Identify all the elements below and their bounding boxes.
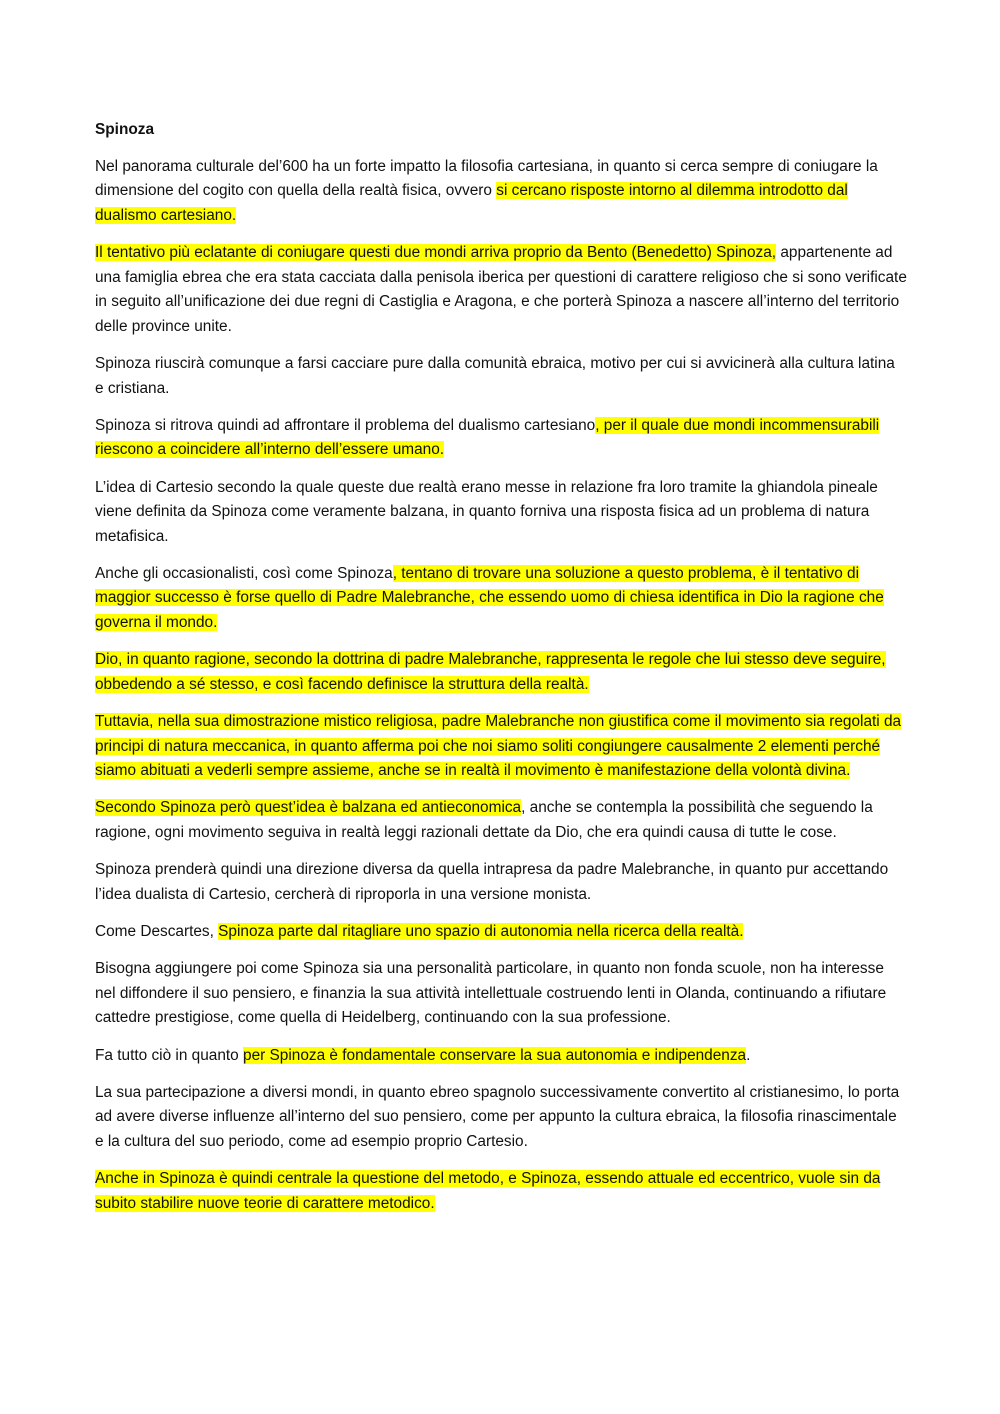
text-run: Come Descartes,	[95, 922, 219, 940]
paragraph	[95, 1167, 907, 1216]
paragraph	[95, 562, 907, 636]
highlighted-text: Il tentativo più eclatante di coniugare questi due mondi arriva proprio da Bento (Benedetto) Spinoza,	[95, 243, 777, 261]
paragraph	[95, 957, 907, 1031]
text-run: Fa tutto ciò in quanto	[95, 1046, 244, 1064]
paragraph	[95, 1044, 907, 1069]
text-run: Spinoza prenderà quindi una direzione diversa da quella intrapresa da padre Malebranche, in quanto pur accettando l’idea dualista di Cartesio, cercherà di riproporla in una versione monista.	[95, 861, 889, 903]
highlighted-text: Tuttavia, nella sua dimostrazione mistico religiosa, padre Malebranche non giustifica come il movimento sia regolati da principi di natura meccanica, in quanto afferma poi che noi siamo soliti congiungere causalmente 2 elementi perché siamo abituati a vederli sempre assieme, anche se in realtà il movimento è manifestazione della volontà divina.	[95, 713, 902, 780]
paragraph	[95, 476, 907, 550]
highlighted-text: , tentano di trovare una soluzione a questo problema, è il tentativo di maggior successo è forse quello di Padre Malebranche, che essendo uomo di chiesa identifica in Dio la ragione che governa il mondo.	[95, 564, 884, 632]
highlighted-text: per Spinoza è fondamentale conservare la sua autonomia e indipendenza	[243, 1046, 747, 1064]
text-run: .	[746, 1046, 751, 1064]
highlighted-text: Secondo Spinoza però quest’idea è balzana ed antieconomica	[95, 799, 522, 817]
paragraph	[95, 796, 907, 845]
document-title: Spinoza	[95, 121, 154, 138]
text-run: , anche se contempla la possibilità che seguendo la ragione, ogni movimento seguiva in realtà leggi razionali dettate da Dio, che era quindi causa di tutte le cose.	[95, 799, 873, 841]
paragraph	[95, 920, 907, 945]
document-page	[95, 118, 907, 1229]
text-run: L’idea di Cartesio secondo la quale queste due realtà erano messe in relazione fra loro tramite la ghiandola pineale viene definita da Spinoza come veramente balzana, in quanto forniva una risposta fisica ad un problema di natura metafisica.	[95, 478, 878, 545]
highlighted-text: si cercano risposte intorno al dilemma introdotto dal dualismo cartesiano.	[95, 182, 848, 224]
paragraph	[95, 858, 907, 907]
paragraph	[95, 241, 907, 339]
paragraph	[95, 414, 907, 463]
highlighted-text: , per il quale due mondi incommensurabili riescono a coincidere all’interno dell’essere umano.	[95, 416, 880, 459]
text-run: appartenente ad una famiglia ebrea che era stata cacciata dalla penisola iberica per questioni di carattere religioso che si sono verificate in seguito all’unificazione dei due regni di Castiglia e Aragona, e che porterà Spinoza a nascere all’interno del territorio delle province unite.	[95, 243, 907, 335]
text-run: Anche gli occasionalisti, così come Spinoza	[95, 564, 393, 582]
highlighted-text: Dio, in quanto ragione, secondo la dottrina di padre Malebranche, rappresenta le regole che lui stesso deve seguire, obbedendo a sé stesso, e così facendo definisce la struttura della realtà.	[95, 651, 886, 693]
paragraph	[95, 648, 907, 697]
text-run: Bisogna aggiungere poi come Spinoza sia una personalità particolare, in quanto non fonda scuole, non ha interesse nel diffondere il suo pensiero, e finanzia la sua attività intellettuale costruendo lenti in Olanda, continuando a rifiutare cattedre prestigiose, come quella di Heidelberg, continuando con la sua professione.	[95, 960, 887, 1027]
text-run: La sua partecipazione a diversi mondi, in quanto ebreo spagnolo successivamente convertito al cristianesimo, lo porta ad avere diverse influenze all’interno del suo pensiero, come per appunto la cultura ebraica, la filosofia rinascimentale e la cultura del suo periodo, come ad esempio proprio Cartesio.	[95, 1083, 900, 1150]
paragraph	[95, 352, 907, 401]
document-body	[95, 155, 907, 1217]
paragraph	[95, 710, 907, 784]
paragraph	[95, 155, 907, 229]
text-run: Spinoza riuscirà comunque a farsi cacciare pure dalla comunità ebraica, motivo per cui si avvicinerà alla cultura latina e cristiana.	[95, 354, 895, 397]
highlighted-text: Anche in Spinoza è quindi centrale la questione del metodo, e Spinoza, essendo attuale ed eccentrico, vuole sin da subito stabilire nuove teorie di carattere metodico.	[95, 1170, 881, 1212]
text-run: Nel panorama culturale del’600 ha un forte impatto la filosofia cartesiana, in quanto si cerca sempre di coniugare la dimensione del cogito con quella della realtà fisica, ovvero	[95, 157, 878, 200]
paragraph	[95, 1081, 907, 1155]
highlighted-text: Spinoza parte dal ritagliare uno spazio di autonomia nella ricerca della realtà.	[218, 922, 744, 940]
text-run: Spinoza si ritrova quindi ad affrontare il problema del dualismo cartesiano	[95, 416, 596, 434]
